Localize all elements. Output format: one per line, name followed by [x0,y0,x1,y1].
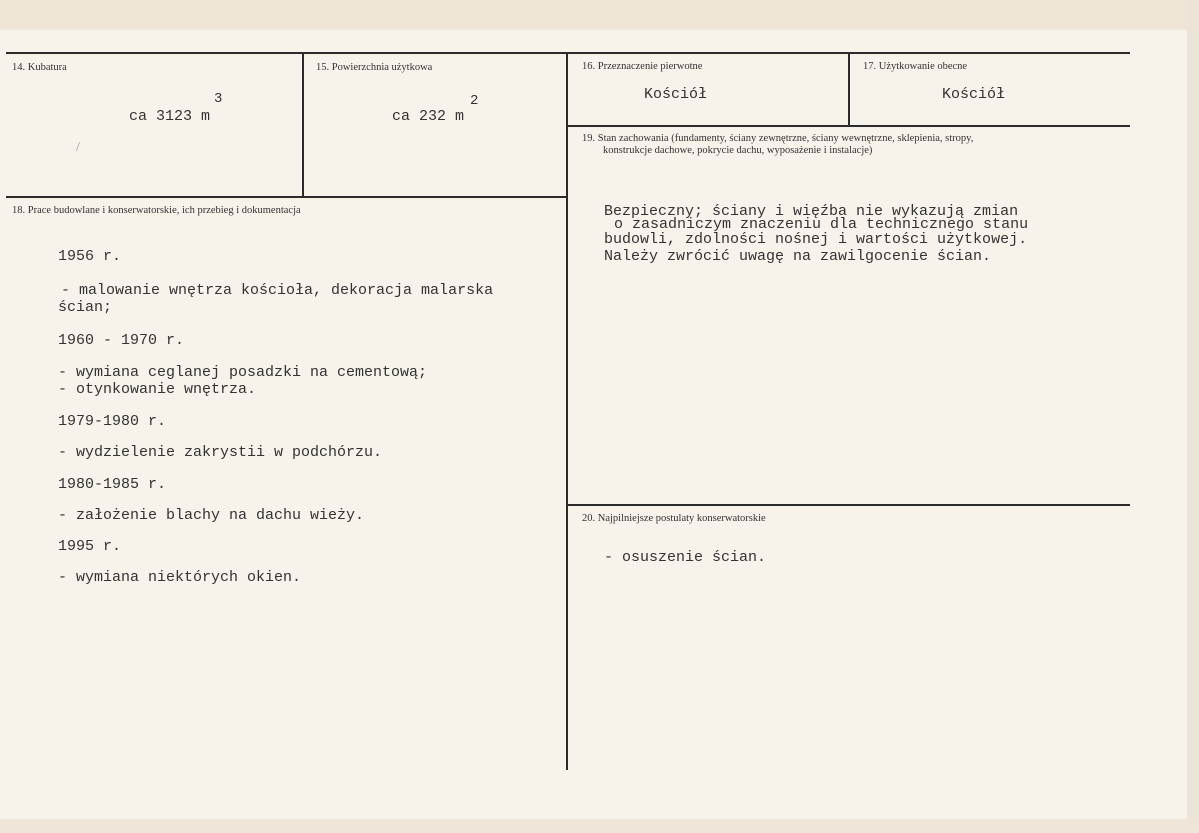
divider-16-17 [848,53,850,125]
rule-14-18 [6,196,568,198]
stan-line-4: Należy zwrócić uwagę na zawilgocenie ścian. [604,248,992,265]
prace-line-4a: - założenie blachy na dachu wieży. [58,507,365,524]
prace-line-5a: - wymiana niektórych okien. [58,569,302,586]
prace-line-2a: - wymiana ceglanej posadzki na cementową; [58,364,428,381]
divider-14-15 [302,53,304,196]
prace-text [58,248,493,586]
center-divider [566,53,568,770]
przeznaczenie-value: Kościół [644,86,708,103]
kubatura-exponent: 3 [214,91,223,107]
rule-16-19 [568,125,1130,127]
top-rule [6,52,1130,54]
stan-label-line2: konstrukcje dachowe, pokrycie dachu, wyposażenie i instalacje) [603,145,873,156]
prace-line-1b: ścian; [58,299,113,316]
stan-label-line1: 19. Stan zachowania (fundamenty, ściany zewnętrzne, ściany wewnętrzne, sklepienia, stropy, [582,133,974,144]
kubatura-value: ca 3123 m [129,108,211,125]
stray-mark: / [76,140,80,155]
powierzchnia-value: ca 232 m [392,108,465,125]
stan-line-1: Bezpieczny; ściany i więźba nie wykazują zmian [604,203,1019,220]
stan-line-2: o zasadniczym znaczeniu dla technicznego stanu [614,216,1029,233]
prace-year-2: 1960 - 1970 r. [58,332,185,349]
uzytkowanie-value: Kościół [942,86,1006,103]
postulaty-label: 20. Najpilniejsze postulaty konserwatorskie [582,513,766,524]
prace-label: 18. Prace budowlane i konserwatorskie, ich przebieg i dokumentacja [12,205,301,216]
prace-year-1: 1956 r. [58,248,122,265]
prace-line-1a: - malowanie wnętrza kościoła, dekoracja malarska [61,282,494,299]
card-top-edge [0,0,1199,30]
prace-line-2b: - otynkowanie wnętrza. [58,381,257,398]
prace-line-3a: - wydzielenie zakrystii w podchórzu. [58,444,383,461]
card-right-edge [1187,0,1199,833]
stan-text [604,205,1028,263]
postulaty-value: - osuszenie ścian. [604,549,767,566]
powierzchnia-exponent: 2 [470,93,479,109]
powierzchnia-label: 15. Powierzchnia użytkowa [316,62,433,73]
uzytkowanie-label: 17. Użytkowanie obecne [863,61,968,72]
rule-19-20 [568,504,1130,506]
przeznaczenie-label: 16. Przeznaczenie pierwotne [582,61,703,72]
prace-year-3: 1979-1980 r. [58,413,167,430]
stan-line-3: budowli, zdolności nośnej i wartości użytkowej. [604,231,1028,248]
prace-year-4: 1980-1985 r. [58,476,167,493]
prace-year-5: 1995 r. [58,538,122,555]
kubatura-label: 14. Kubatura [12,62,67,73]
card-bottom-edge [0,819,1199,833]
